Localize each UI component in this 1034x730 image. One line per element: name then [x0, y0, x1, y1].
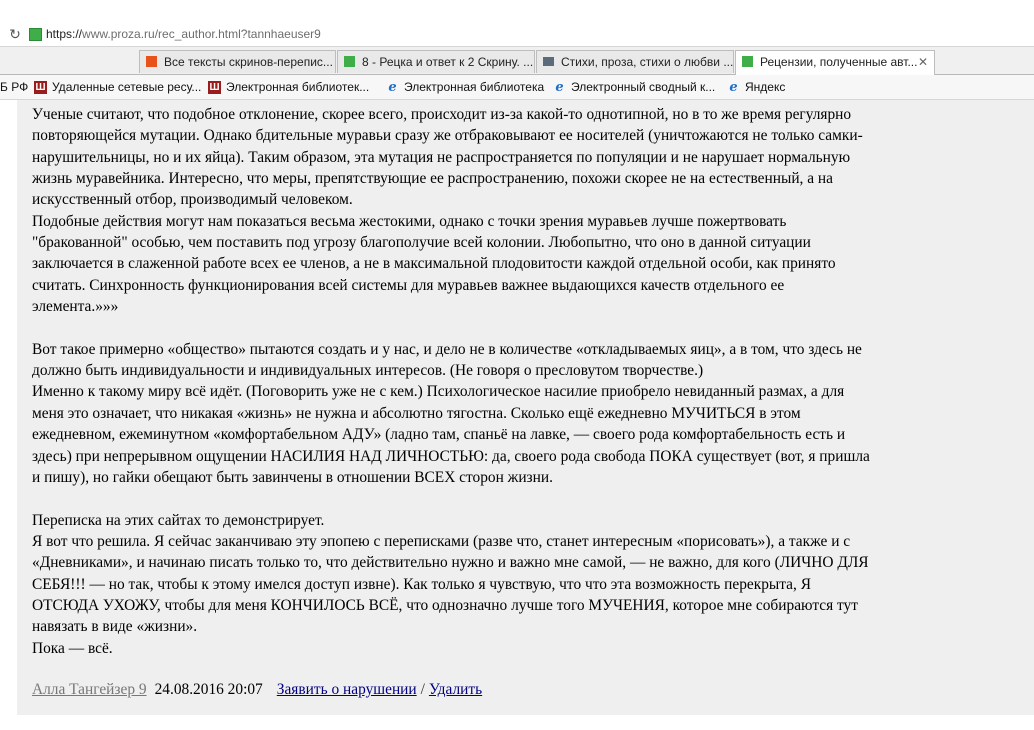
text-line: Пока — всё. [32, 639, 113, 657]
text-line: нарушительницы, но и их яйца). Таким образом, эта мутация не распространяется по популяции и не нарушает нормальную [32, 148, 851, 166]
blank-line [32, 317, 1032, 338]
tab-label: 8 - Рецка и ответ к 2 Скрину. ... [362, 55, 534, 69]
close-icon[interactable]: ✕ [917, 55, 928, 69]
report-violation-link[interactable]: Заявить о нарушении [276, 681, 417, 698]
ie-icon: e [388, 80, 397, 96]
text-line: «Дневниками», и начинаю писать только то, что действительно нужно и важно мне самой, — не важно, для кого (ЛИЧНО ДЛЯ [32, 554, 869, 572]
text-line: повторяющейся мутации. Однако бдительные муравьи сразу же отбраковывают ее носителей (уничтожаются не только самки- [32, 127, 863, 145]
tab-favicon-icon [344, 56, 355, 67]
library-icon: Ш [209, 82, 220, 94]
refresh-icon[interactable]: ↻ [9, 26, 21, 42]
url-text[interactable] [46, 26, 321, 42]
review-text [32, 104, 1032, 659]
text-line: "бракованной" особью, чем поставить под угрозу благополучие всей колонии. Любопытно, что оно в данной ситуации [32, 234, 811, 252]
bookmark-label: Удаленные сетевые ресу... [52, 80, 202, 94]
text-line: жизнь муравейника. Интересно, что меры, препятствующие ее распространению, похожи скорее не на естественный, а на [32, 170, 834, 188]
tab-poems-prose[interactable] [536, 50, 734, 73]
blank-line [32, 488, 1032, 509]
text-line: и пишу), но гайки обещают быть завинчены в отношении ВСЕХ сторон жизни. [32, 468, 553, 486]
text-line: должно быть индивидуальности и индивидуальных интересов. (Не говоря о пресловутом творчестве.) [32, 362, 704, 380]
bookmark-item[interactable] [553, 75, 715, 99]
tab-strip [0, 47, 1034, 75]
text-line: ежедневном, ежеминутном «комфортабельном АДУ» (ладно там, спаньё на лавке, — своего рода комфортабельность есть и [32, 426, 846, 444]
house-icon [543, 57, 554, 66]
tab-review-answer[interactable] [337, 50, 535, 73]
text-line: элемента.»»» [32, 298, 119, 316]
text-line: Именно к такому миру всё идёт. (Поговорить уже не с кем.) Психологическое насилие приобрело невиданный размах, а для [32, 383, 845, 401]
bookmark-label: Электронная библиотек... [226, 80, 370, 94]
bookmarks-bar [0, 75, 1034, 100]
bookmark-item[interactable] [34, 75, 201, 99]
tab-reviews-active[interactable] [735, 50, 935, 75]
text-line: Я вот что решила. Я сейчас заканчиваю эту эпопею с переписками (разве что, станет интересным «порисовать»), а также и с [32, 532, 851, 550]
bookmark-label: Б РФ [0, 80, 29, 94]
bookmark-item[interactable] [0, 75, 28, 99]
review-meta [32, 681, 482, 699]
text-line: СЕБЯ!!! — но так, чтобы к этому имелся доступ извне). Как только я чувствую, что что эта возможность перекрыта, Я [32, 575, 811, 593]
text-line: ОТСЮДА УХОЖУ, чтобы для меня КОНЧИЛОСЬ ВСЁ, что однозначно лучше того МУЧЕНИЯ, которое мне собираются тут [32, 596, 858, 614]
bookmark-item[interactable] [727, 75, 785, 99]
bookmark-label: Электронный сводный к... [571, 80, 716, 94]
library-icon: Ш [35, 82, 46, 94]
address-bar[interactable] [0, 22, 1034, 47]
bookmark-label: Яндекс [745, 80, 786, 94]
author-link[interactable]: Алла Тангейзер 9 [32, 681, 147, 698]
separator: / [420, 681, 425, 698]
text-line: меня это означает, что никакая «жизнь» не нужна и абсолютно тягостна. Сколько ещё ежедневно МУЧИТЬСЯ в этом [32, 404, 801, 422]
tab-label: Рецензии, полученные авт... [760, 55, 918, 69]
site-favicon-icon [29, 28, 42, 41]
text-line: заключается в слаженной работе всех ее членов, а не в максимальной плодовитости каждой отдельной особи, как принято [32, 255, 836, 273]
review-date: 24.08.2016 20:07 [154, 681, 263, 698]
url-scheme: https:// [46, 27, 83, 41]
text-line: Переписка на этих сайтах то демонстрирует. [32, 511, 325, 529]
text-line: искусственный отбор, производимый человеком. [32, 191, 353, 209]
ie-icon: e [729, 80, 738, 96]
text-line: Ученые считают, что подобное отклонение, скорее всего, происходит из-за какой-то однотипной, но в то же время регулярно [32, 106, 852, 123]
url-path: www.proza.ru/rec_author.html?tannhaeuser9 [82, 27, 321, 41]
delete-link[interactable]: Удалить [428, 681, 483, 698]
tab-favicon-icon [146, 56, 157, 67]
text-line: навязать в виде «жизни». [32, 618, 198, 636]
ie-icon: e [555, 80, 564, 96]
text-line: считать. Синхронность функционирования всей системы для муравьев важнее выдающихся качеств отдельного ее [32, 276, 785, 294]
text-line: Подобные действия могут нам показаться весьма жестокими, однако с точки зрения муравьев лучше пожертвовать [32, 212, 787, 230]
tab-favicon-icon [742, 56, 753, 67]
text-line: здесь) при непрерывном ощущении НАСИЛИЯ НАД ЛИЧНОСТЬЮ: да, своего рода свобода ПОКА существует (вот, я пришла [32, 447, 870, 465]
bookmark-item[interactable] [386, 75, 544, 99]
tab-label: Стихи, проза, стихи о любви ... [561, 55, 734, 69]
bookmark-item[interactable] [208, 75, 369, 99]
tab-all-texts[interactable] [139, 50, 336, 73]
bookmark-label: Электронная библиотека [404, 80, 545, 94]
text-line: Вот такое примерно «общество» пытаются создать и у нас, и дело не в количестве «откладываемых яиц», а в том, что здесь не [32, 340, 862, 358]
tab-label: Все тексты скринов-перепис... [164, 55, 333, 69]
